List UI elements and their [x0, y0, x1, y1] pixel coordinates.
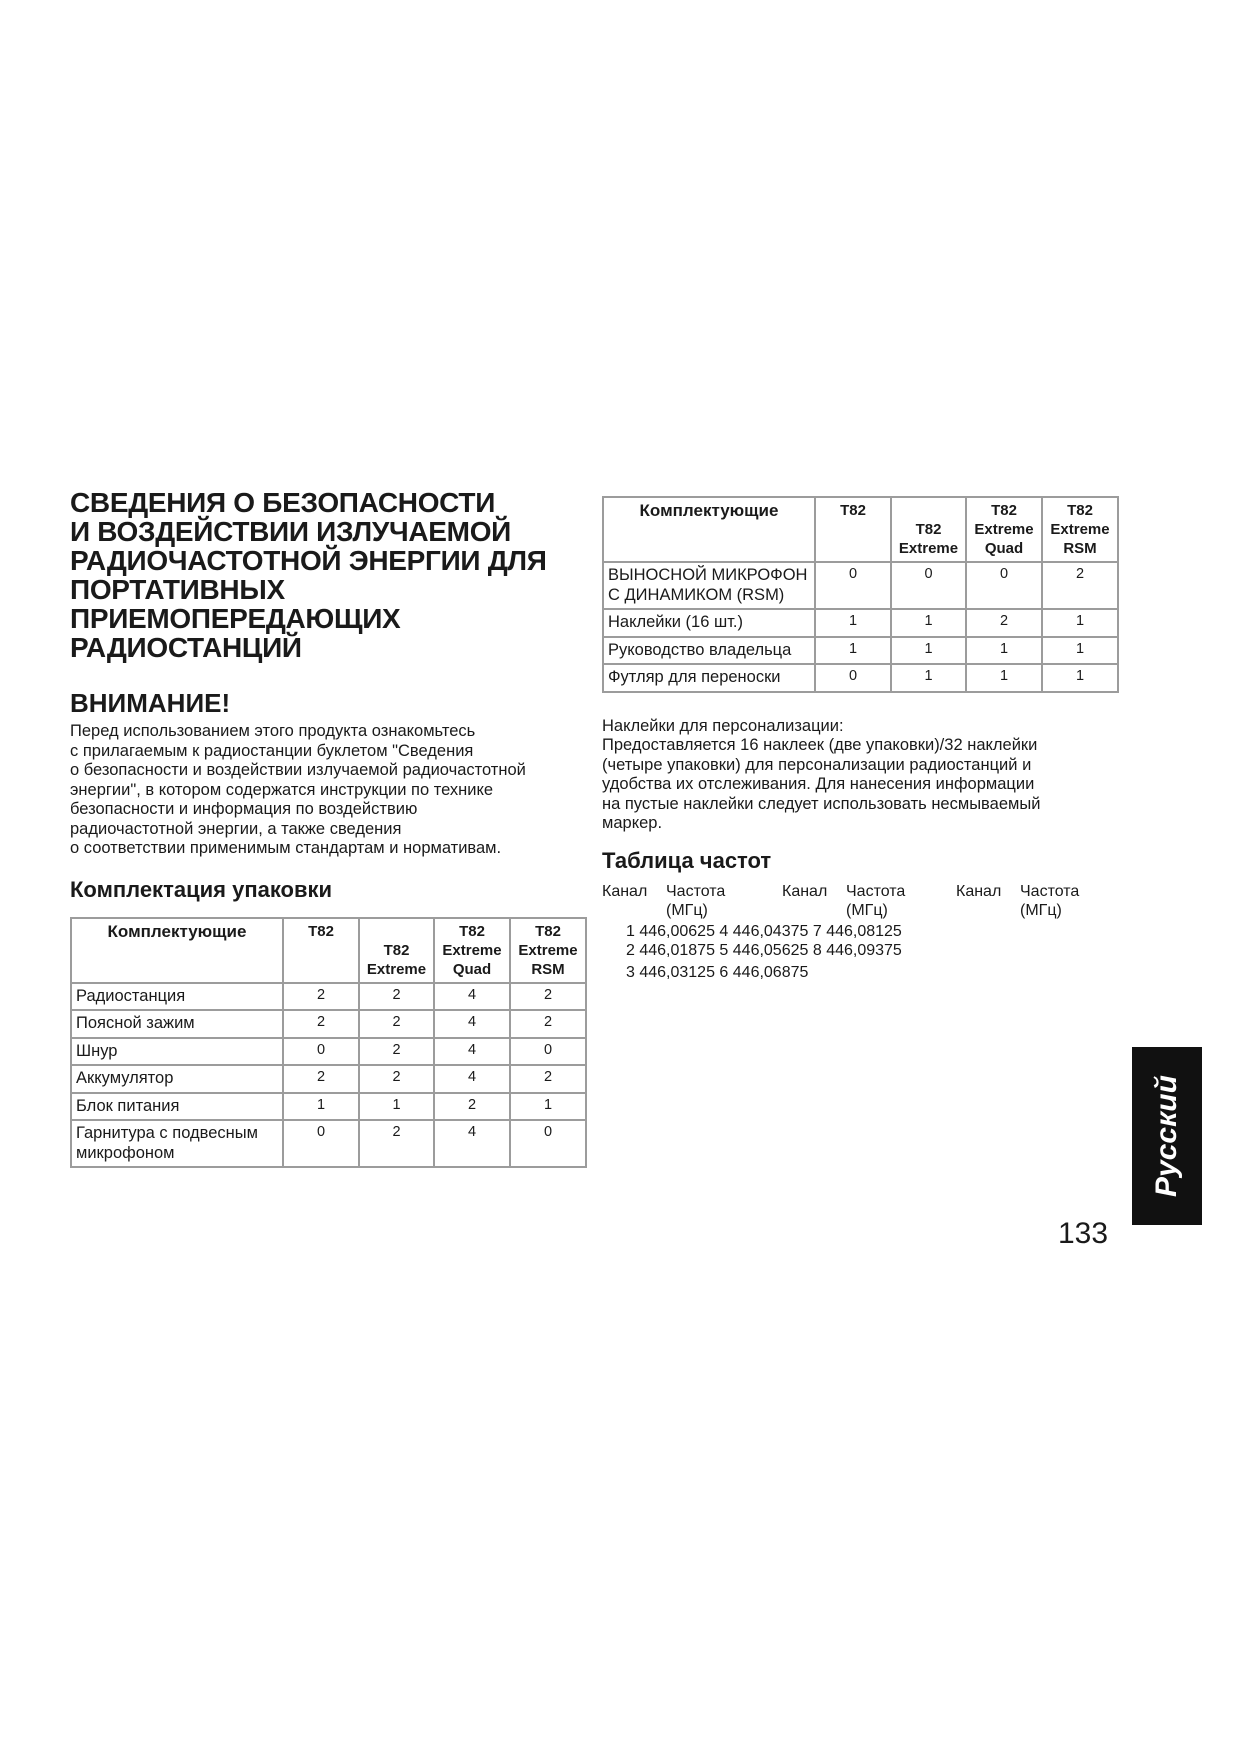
header-line: T82 [1067, 502, 1093, 519]
warning-line: о безопасности и воздействии излучаемой радиочастотной [70, 761, 526, 779]
cell-value: 2 [283, 1010, 359, 1038]
table-row [71, 1093, 586, 1121]
cell-value: 4 [434, 983, 510, 1011]
cell-value: 2 [966, 609, 1042, 637]
right-column [602, 496, 1122, 1002]
language-tab [1132, 1047, 1202, 1225]
col-freq-1: Частота [666, 882, 726, 900]
cell-value: 1 [891, 664, 966, 692]
page-number: 133 [1058, 1217, 1109, 1250]
row-name: Шнур [71, 1038, 283, 1066]
cell-value: 1 [1042, 637, 1118, 665]
header-line: RSM [1063, 540, 1097, 557]
table-header-row [71, 918, 586, 983]
table-row [603, 562, 1118, 609]
row-name: Аккумулятор [71, 1065, 283, 1093]
safety-title [70, 488, 592, 662]
cell-value: 2 [359, 1010, 434, 1038]
note-line: удобства их отслеживания. Для нанесения информации [602, 775, 1035, 793]
cell-value: 0 [510, 1120, 586, 1167]
header-item: Комплектующие [71, 918, 283, 983]
cell-value: 1 [815, 609, 891, 637]
cell-value: 2 [359, 1038, 434, 1066]
warning-line: о соответствии применимым стандартам и нормативам. [70, 839, 502, 857]
cell-value: 2 [359, 1065, 434, 1093]
freq-row: 2 446,01875 5 446,05625 8 446,09375 [626, 941, 902, 959]
table-header-row [603, 497, 1118, 562]
title-line: ПРИЕМОПЕРЕДАЮЩИХ [70, 603, 401, 634]
title-line: РАДИОЧАСТОТНОЙ ЭНЕРГИИ ДЛЯ [70, 545, 547, 576]
header-item: Комплектующие [603, 497, 815, 562]
header-t82: T82 [815, 497, 891, 562]
col-unit-3: (МГц) [1020, 901, 1062, 919]
table-row [71, 1065, 586, 1093]
note-line: на пустые наклейки следует использовать несмываемый [602, 794, 1041, 813]
warning-line: безопасности и информация по воздействию [70, 800, 418, 818]
row-name: Радиостанция [71, 983, 283, 1011]
row-name: Руководство владельца [603, 637, 815, 665]
cell-value: 1 [1042, 609, 1118, 637]
table-row [603, 609, 1118, 637]
header-quad [966, 497, 1042, 562]
warning-heading: ВНИМАНИЕ! [70, 688, 231, 718]
title-line: СВЕДЕНИЯ О БЕЗОПАСНОСТИ [70, 487, 496, 518]
cell-value: 0 [510, 1038, 586, 1066]
cell-value: 4 [434, 1010, 510, 1038]
header-t82-extreme: T82 Extreme [891, 497, 966, 562]
cell-value: 1 [1042, 664, 1118, 692]
col-freq-3: Частота [1020, 882, 1080, 900]
title-line: И ВОЗДЕЙСТВИИ ИЗЛУЧАЕМОЙ [70, 516, 512, 547]
warning-line: Перед использованием этого продукта ознакомьтесь [70, 722, 476, 740]
header-line: T82 [991, 502, 1017, 519]
frequency-table [602, 882, 1122, 1002]
header-line: Quad [452, 960, 492, 978]
cell-value: 1 [891, 609, 966, 637]
header-line: Extreme [518, 941, 578, 959]
header-quad [434, 918, 510, 983]
warning-line: энергии", в котором содержатся инструкции по технике [70, 780, 494, 799]
cell-value: 0 [283, 1120, 359, 1167]
table-row [71, 1010, 586, 1038]
cell-value: 1 [815, 637, 891, 665]
row-name: ВЫНОСНОЙ МИКРОФОН С ДИНАМИКОМ (RSM) [603, 562, 815, 609]
row-name: Поясной зажим [71, 1010, 283, 1038]
row-name: Блок питания [71, 1093, 283, 1121]
cell-value: 0 [815, 562, 891, 609]
stickers-note [602, 717, 1122, 834]
col-freq-2: Частота [846, 882, 906, 900]
warning-line: радиочастотной энергии, а также сведения [70, 819, 402, 838]
header-t82-extreme: T82 Extreme [359, 918, 434, 983]
cell-value: 2 [283, 1065, 359, 1093]
title-line: РАДИОСТАНЦИЙ [70, 632, 302, 663]
cell-value: 1 [891, 637, 966, 665]
table-row [603, 637, 1118, 665]
note-line: (четыре упаковки) для персонализации радиостанций и [602, 755, 1032, 774]
header-line: Extreme [442, 941, 502, 959]
note-line: Наклейки для персонализации: [602, 716, 844, 735]
col-unit-2: (МГц) [846, 901, 888, 919]
cell-value: 1 [510, 1093, 586, 1121]
header-rsm [510, 918, 586, 983]
header-line: Extreme [974, 521, 1034, 538]
freq-row: 1 446,00625 4 446,04375 7 446,08125 [626, 922, 902, 940]
header-t82: T82 [283, 918, 359, 983]
left-column [70, 488, 592, 1168]
cell-value: 2 [1042, 562, 1118, 609]
row-name: Гарнитура с подвесным микрофоном [71, 1120, 283, 1167]
table-row [71, 1120, 586, 1167]
cell-value: 1 [283, 1093, 359, 1121]
note-line: Предоставляется 16 наклеек (две упаковки)/32 наклейки [602, 736, 1038, 754]
cell-value: 2 [510, 983, 586, 1011]
cell-value: 0 [815, 664, 891, 692]
header-line: Quad [984, 540, 1024, 557]
row-name: Наклейки (16 шт.) [603, 609, 815, 637]
cell-value: 1 [966, 664, 1042, 692]
cell-value: 2 [359, 1120, 434, 1167]
cell-value: 0 [283, 1038, 359, 1066]
cell-value: 4 [434, 1065, 510, 1093]
col-channel-2: Канал [782, 882, 828, 900]
cell-value: 1 [359, 1093, 434, 1121]
header-rsm [1042, 497, 1118, 562]
cell-value: 0 [966, 562, 1042, 609]
col-unit-1: (МГц) [666, 901, 708, 919]
row-name: Футляр для переноски [603, 664, 815, 692]
cell-value: 2 [434, 1093, 510, 1121]
header-line: Extreme [1050, 521, 1110, 538]
package-heading: Комплектация упаковки [70, 876, 333, 902]
header-line: T82 [459, 922, 485, 940]
cell-value: 2 [510, 1065, 586, 1093]
freq-row: 3 446,03125 6 446,06875 [626, 963, 809, 981]
table-row [603, 664, 1118, 692]
frequency-heading: Таблица частот [602, 847, 772, 873]
package-table-left [70, 917, 587, 1169]
header-line: RSM [531, 960, 565, 978]
warning-line: с прилагаемым к радиостанции буклетом "Сведения [70, 741, 474, 760]
cell-value: 4 [434, 1120, 510, 1167]
cell-value: 2 [283, 983, 359, 1011]
cell-value: 4 [434, 1038, 510, 1066]
language-label: Русский [1150, 1075, 1184, 1197]
table-row [71, 983, 586, 1011]
warning-text [70, 722, 592, 859]
cell-value: 2 [510, 1010, 586, 1038]
cell-value: 0 [891, 562, 966, 609]
table-row [71, 1038, 586, 1066]
cell-value: 2 [359, 983, 434, 1011]
col-channel-3: Канал [956, 882, 1002, 900]
cell-value: 1 [966, 637, 1042, 665]
package-table-right [602, 496, 1119, 693]
col-channel-1: Канал [602, 882, 648, 900]
header-line: T82 [535, 922, 561, 940]
note-line: маркер. [602, 814, 663, 832]
title-line: ПОРТАТИВНЫХ [70, 574, 285, 605]
